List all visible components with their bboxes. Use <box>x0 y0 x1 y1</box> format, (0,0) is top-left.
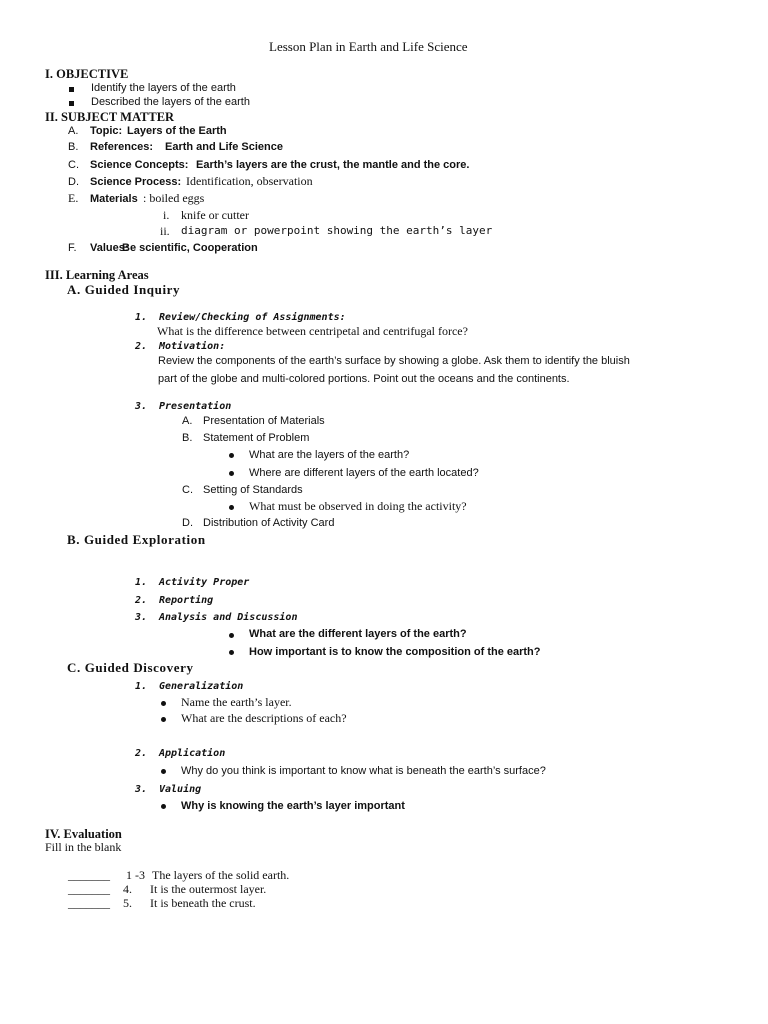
bullet-item: Why is knowing the earth’s layer important <box>181 800 405 812</box>
presentation-d-marker: D. <box>182 517 193 529</box>
concepts-label: Science Concepts: <box>90 159 189 171</box>
guided-discovery-heading: C. Guided Discovery <box>67 660 194 675</box>
step-marker: 2. <box>135 595 148 606</box>
presentation-a-marker: A. <box>182 415 193 427</box>
item-text: It is the outermost layer. <box>150 882 267 896</box>
item-number: 5. <box>123 896 132 910</box>
step-label: Reporting <box>159 595 214 606</box>
process-label: Science Process: <box>90 176 182 188</box>
blank-line: _______ <box>68 896 110 910</box>
values-label: Values: <box>90 242 129 254</box>
step-marker: 1. <box>135 577 148 588</box>
bullet-icon <box>229 471 234 476</box>
bullet-icon <box>161 701 166 706</box>
material-item-marker: ii. <box>160 224 170 238</box>
concepts-marker: C. <box>68 159 79 171</box>
blank-line: _______ <box>68 868 110 882</box>
topic-marker: A. <box>68 125 79 137</box>
evaluation-instruction: Fill in the blank <box>45 840 122 854</box>
motivation-text: Review the components of the earth’s surface by showing a globe. Ask them to identify the bluish <box>158 355 630 367</box>
step-label: Activity Proper <box>159 577 250 588</box>
item-text: It is beneath the crust. <box>150 896 256 910</box>
concepts-value: Earth’s layers are the crust, the mantle and the core. <box>196 159 470 171</box>
bullet-item: What must be observed in doing the activity? <box>249 499 467 513</box>
presentation-b-marker: B. <box>182 432 193 444</box>
motivation-marker: 2. <box>135 341 148 352</box>
page-title: Lesson Plan in Earth and Life Science <box>269 39 468 54</box>
process-marker: D. <box>68 176 79 188</box>
square-bullet-icon <box>69 87 74 92</box>
bullet-item: Name the earth’s layer. <box>181 695 292 709</box>
item-text: The layers of the solid earth. <box>152 868 290 882</box>
bullet-icon <box>161 769 166 774</box>
objective-item: Identify the layers of the earth <box>91 82 236 94</box>
review-label: Review/Checking of Assignments: <box>159 312 346 323</box>
presentation-marker: 3. <box>135 401 148 412</box>
presentation-d-text: Distribution of Activity Card <box>203 517 335 529</box>
presentation-b-text: Statement of Problem <box>203 432 310 444</box>
values-value: Be scientific, Cooperation <box>122 242 258 254</box>
blank-line: _______ <box>68 882 110 896</box>
generalization-label: Generalization <box>159 681 244 692</box>
bullet-item: What are the different layers of the earth? <box>249 628 467 640</box>
bullet-item: How important is to know the composition of the earth? <box>249 646 541 658</box>
material-item: knife or cutter <box>181 208 249 222</box>
bullet-item: Where are different layers of the earth located? <box>249 467 479 479</box>
bullet-icon <box>229 453 234 458</box>
references-marker: B. <box>68 141 79 153</box>
step-label: Analysis and Discussion <box>159 612 298 623</box>
material-item: diagram or powerpoint showing the earth’s layer <box>181 224 493 237</box>
step-marker: 3. <box>135 612 148 623</box>
bullet-icon <box>229 633 234 638</box>
bullet-icon <box>161 804 166 809</box>
values-marker: F. <box>68 242 77 254</box>
materials-label: Materials <box>90 193 138 205</box>
objective-item: Described the layers of the earth <box>91 96 250 108</box>
evaluation-heading: IV. Evaluation <box>45 827 122 841</box>
process-value: Identification, observation <box>186 174 313 188</box>
item-number: 4. <box>123 882 132 896</box>
presentation-c-text: Setting of Standards <box>203 484 303 496</box>
review-text: What is the difference between centripetal and centrifugal force? <box>157 324 468 338</box>
materials-marker: E. <box>68 191 79 205</box>
bullet-icon <box>161 717 166 722</box>
presentation-label: Presentation <box>159 401 232 412</box>
motivation-label: Motivation: <box>159 341 226 352</box>
application-label: Application <box>159 748 226 759</box>
generalization-marker: 1. <box>135 681 148 692</box>
presentation-c-marker: C. <box>182 484 193 496</box>
references-label: References: <box>90 141 153 153</box>
topic-value: Layers of the Earth <box>127 125 227 137</box>
guided-exploration-heading: B. Guided Exploration <box>67 532 206 547</box>
materials-value: : boiled eggs <box>143 191 205 205</box>
motivation-text: part of the globe and multi-colored portions. Point out the oceans and the continents. <box>158 373 570 385</box>
learning-areas-heading: III. Learning Areas <box>45 268 149 282</box>
topic-label: Topic: <box>90 125 123 137</box>
bullet-item: What are the layers of the earth? <box>249 449 410 461</box>
square-bullet-icon <box>69 101 74 106</box>
references-value: Earth and Life Science <box>165 141 283 153</box>
valuing-marker: 3. <box>135 784 148 795</box>
review-marker: 1. <box>135 312 148 323</box>
bullet-item: Why do you think is important to know what is beneath the earth’s surface? <box>181 765 546 777</box>
application-marker: 2. <box>135 748 148 759</box>
bullet-item: What are the descriptions of each? <box>181 711 347 725</box>
item-number: 1 -3 <box>126 868 145 882</box>
bullet-icon <box>229 650 234 655</box>
guided-inquiry-heading: A. Guided Inquiry <box>67 282 181 297</box>
objective-heading: I. OBJECTIVE <box>45 67 129 81</box>
subject-matter-heading: II. SUBJECT MATTER <box>45 110 175 124</box>
bullet-icon <box>229 505 234 510</box>
presentation-a-text: Presentation of Materials <box>203 415 325 427</box>
material-item-marker: i. <box>163 208 170 222</box>
valuing-label: Valuing <box>159 784 202 795</box>
